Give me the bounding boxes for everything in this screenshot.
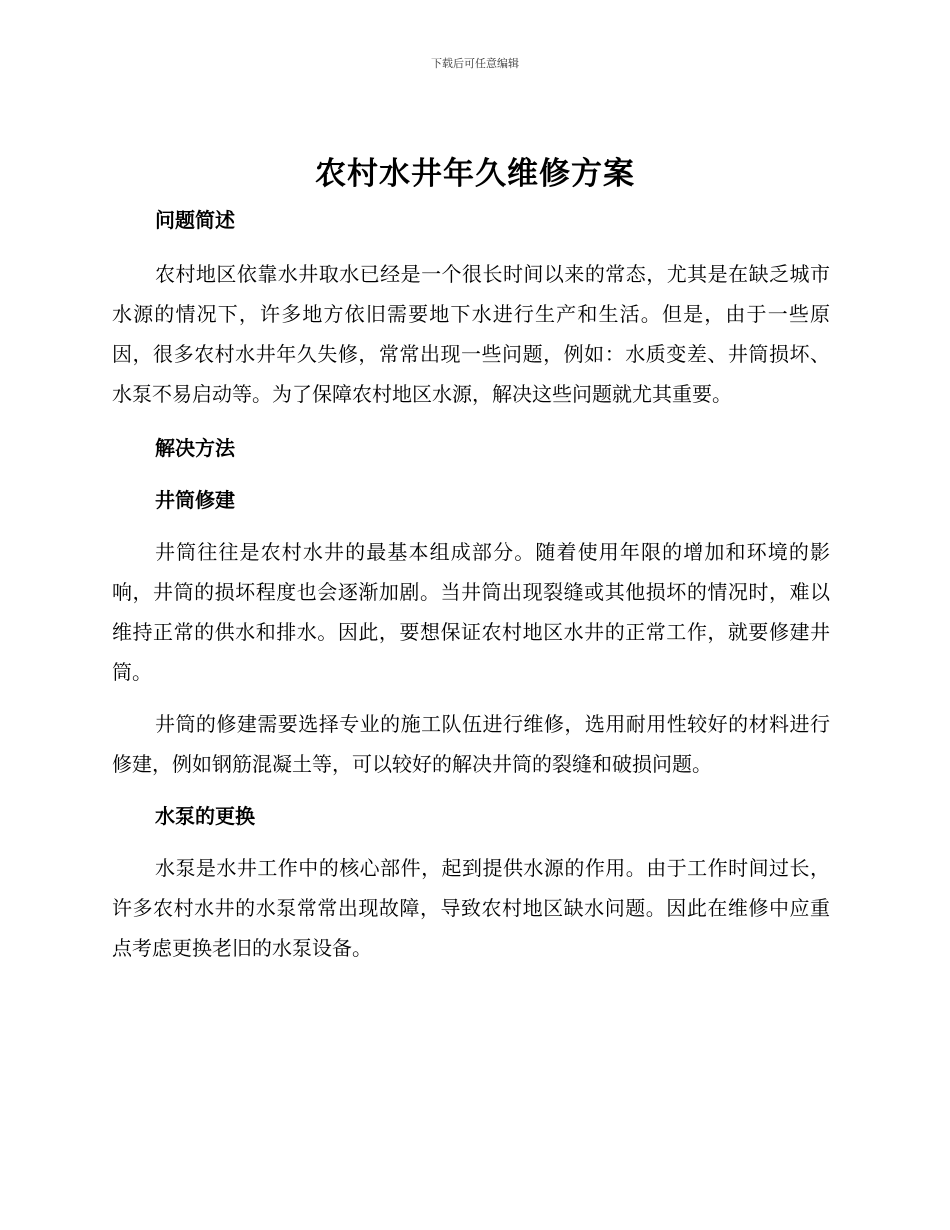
section-heading-pump: 水泵的更换 bbox=[155, 804, 255, 828]
paragraph-pump: 水泵是水井工作中的核心部件，起到提供水源的作用。由于工作时间过长，许多农村水井的水泵常常出现故障，导致农村地区缺水问题。因此在维修中应重点考虑更换老旧的水泵设备。 bbox=[112, 856, 830, 960]
paragraph-problem: 农村地区依靠水井取水已经是一个很长时间以来的常态，尤其是在缺乏城市水源的情况下，许多地方依旧需要地下水进行生产和生活。但是，由于一些原因，很多农村水井年久失修，常常出现一些问题，例如：水质变差、井筒损坏、水泵不易启动等。为了保障农村地区水源，解决这些问题就尤其重要。 bbox=[112, 262, 830, 406]
section-heading-problem: 问题简述 bbox=[155, 208, 235, 232]
section-heading-well-shaft: 井筒修建 bbox=[155, 488, 235, 512]
paragraph-well-shaft-1: 井筒往往是农村水井的最基本组成部分。随着使用年限的增加和环境的影响，井筒的损坏程度也会逐渐加剧。当井筒出现裂缝或其他损坏的情况时，难以维持正常的供水和排水。因此，要想保证农村地区水井的正常工作，就要修建井筒。 bbox=[112, 540, 830, 684]
document-title: 农村水井年久维修方案 bbox=[315, 156, 635, 192]
header-note: 下载后可任意编辑 bbox=[431, 57, 519, 70]
paragraph-well-shaft-2: 井筒的修建需要选择专业的施工队伍进行维修，选用耐用性较好的材料进行修建，例如钢筋混凝土等，可以较好的解决井筒的裂缝和破损问题。 bbox=[112, 712, 830, 776]
document-body bbox=[112, 200, 830, 968]
section-heading-solution: 解决方法 bbox=[155, 436, 235, 460]
